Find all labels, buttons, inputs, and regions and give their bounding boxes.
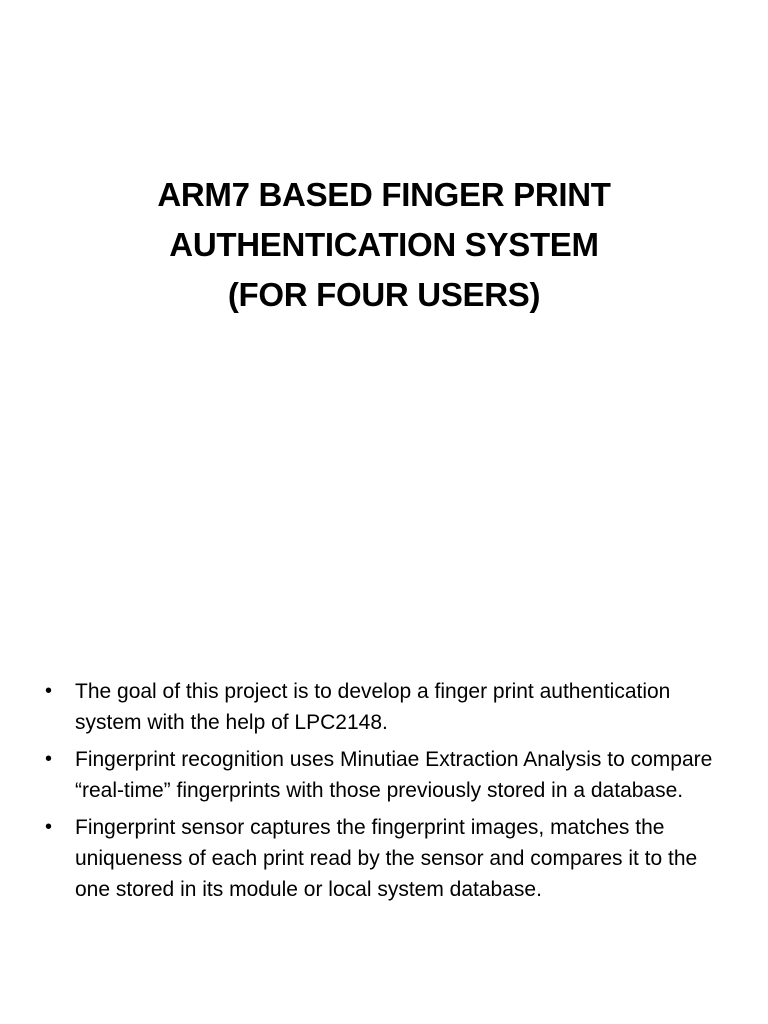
bullet-item-recognition xyxy=(45,744,735,806)
title-line-2: AUTHENTICATION SYSTEM xyxy=(169,226,599,263)
title-line-1: ARM7 BASED FINGER PRINT xyxy=(157,176,611,213)
bullet-marker: • xyxy=(45,748,53,770)
bullet-text: Fingerprint sensor captures the fingerprint images, matches the uniqueness of each print read by the sensor and compares it to the one stored in its module or local system database. xyxy=(75,816,698,901)
bullet-text: Fingerprint recognition uses Minutiae Extraction Analysis to compare “real-time” fingerprints with those previously stored in a database. xyxy=(75,748,713,802)
title-line-3: (FOR FOUR USERS) xyxy=(227,276,541,313)
slide-title xyxy=(60,170,708,320)
bullet-marker: • xyxy=(45,680,53,702)
bullet-item-goal xyxy=(45,676,735,738)
bullet-text: The goal of this project is to develop a finger print authentication system with the help of LPC2148. xyxy=(75,680,671,734)
bullet-marker: • xyxy=(45,816,53,838)
bullet-item-sensor xyxy=(45,812,735,905)
bullet-list xyxy=(45,676,735,911)
